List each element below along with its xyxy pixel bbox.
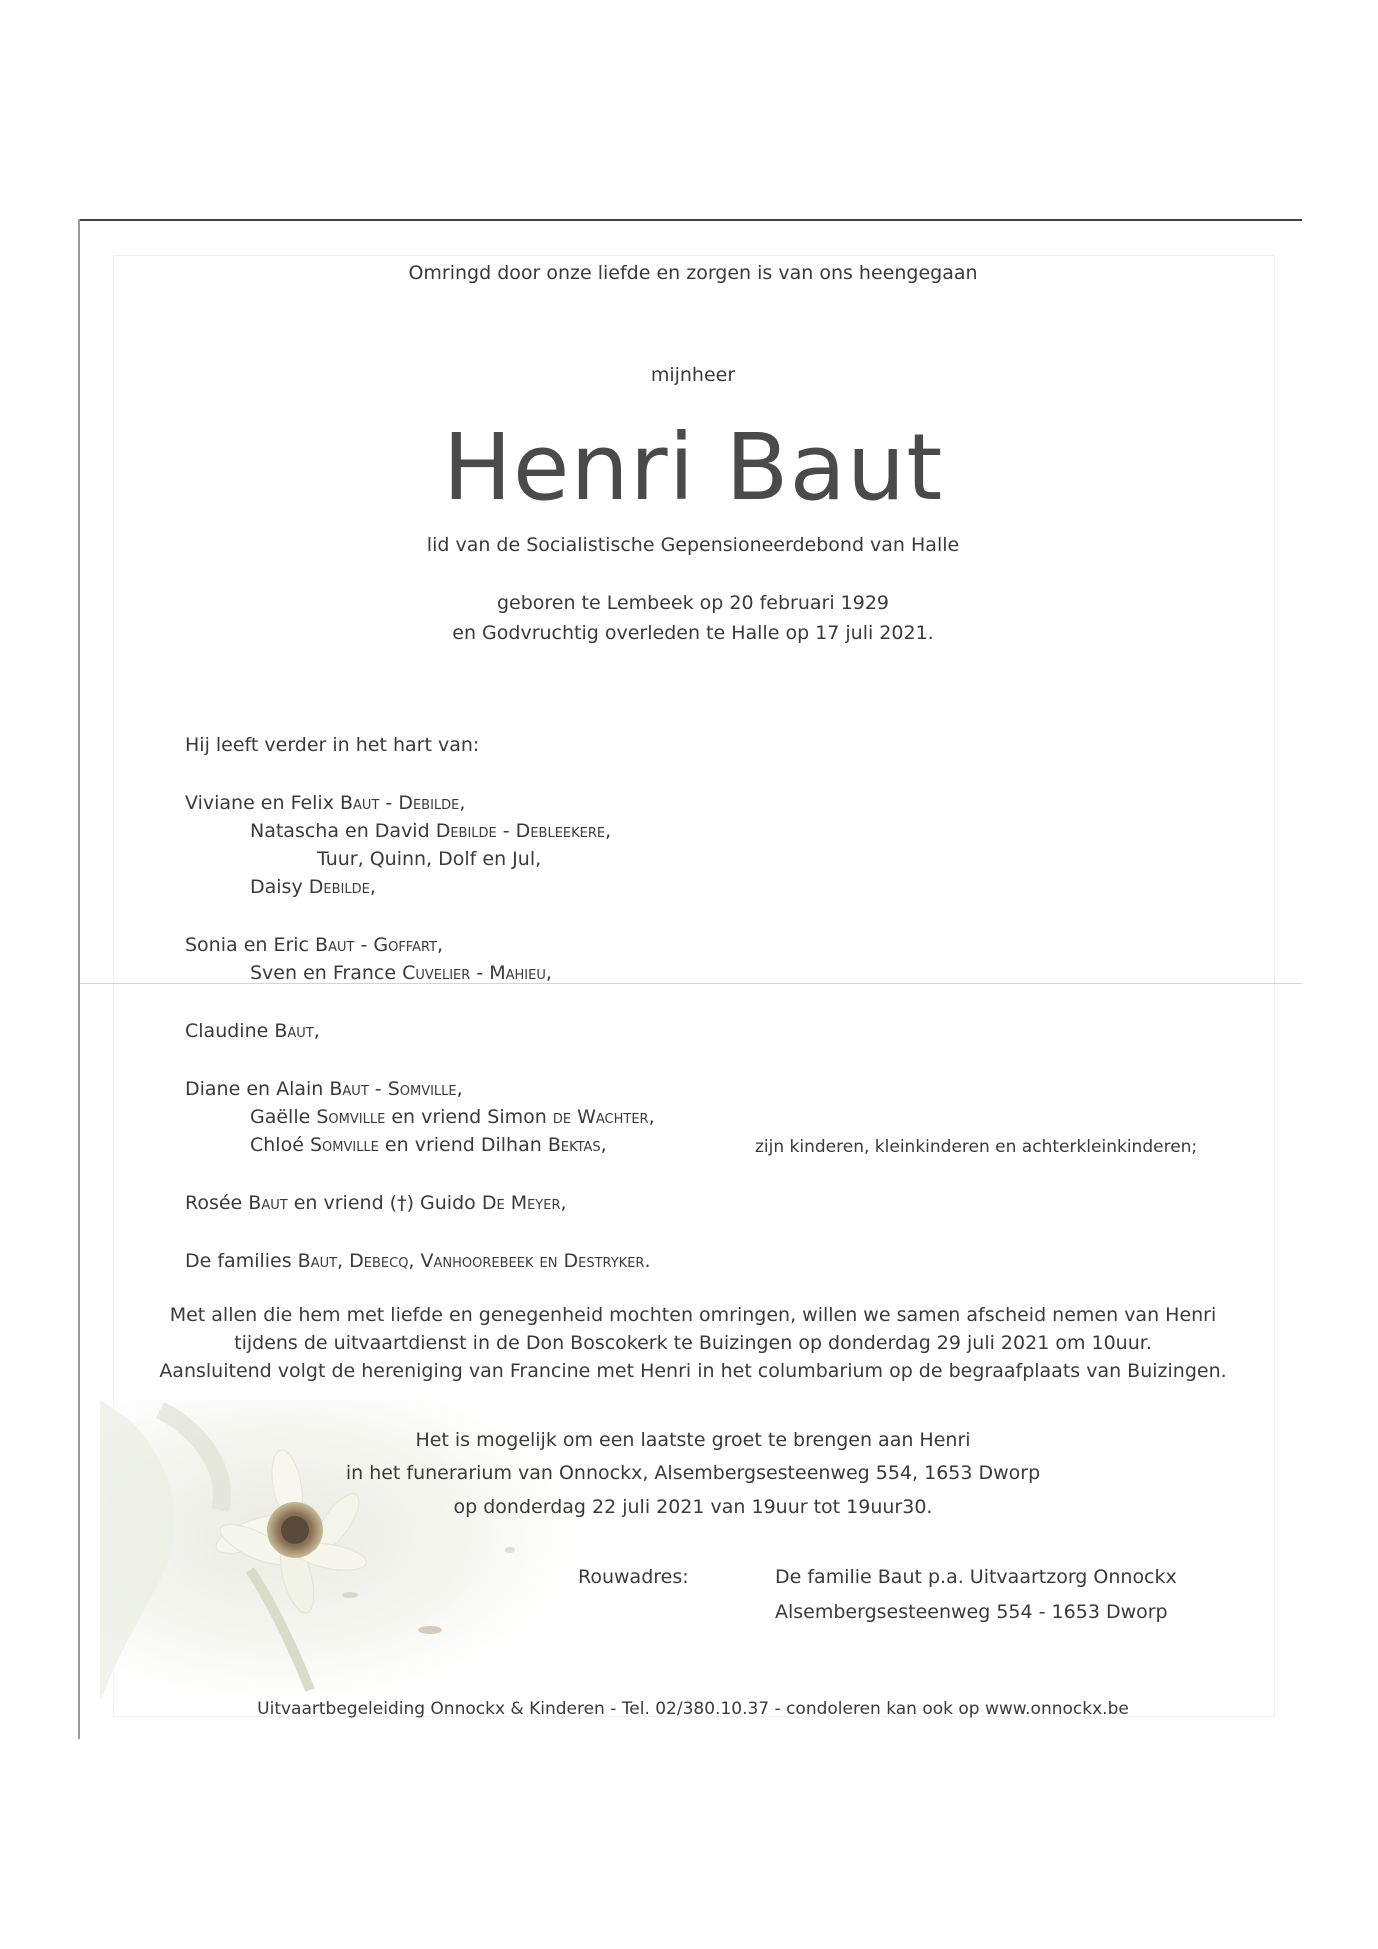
ceremony-line: tijdens de uitvaartdienst in de Don Boscokerk te Buizingen op donderdag 29 juli 2021 om 10uur. xyxy=(234,1332,1152,1354)
scan-border-left xyxy=(78,219,80,1739)
family-line: Natascha en David Debilde - Debleekere, xyxy=(250,820,612,842)
family-intro: Hij leeft verder in het hart van: xyxy=(185,734,480,756)
visit-line: Het is mogelijk om een laatste groet te brengen aan Henri xyxy=(415,1429,971,1451)
family-line: Viviane en Felix Baut - Debilde, xyxy=(185,792,466,814)
family-line: Rosée Baut en vriend (†) Guido De Meyer, xyxy=(185,1192,567,1214)
scan-border-top xyxy=(78,219,1302,221)
deceased-name: Henri Baut xyxy=(442,414,944,521)
title-prefix: mijnheer xyxy=(650,364,736,386)
family-line: Diane en Alain Baut - Somville, xyxy=(185,1078,463,1100)
family-line: Claudine Baut, xyxy=(185,1020,320,1042)
family-line: Daisy Debilde, xyxy=(250,876,376,898)
relation-text: zijn kinderen, kleinkinderen en achterkleinkinderen; xyxy=(755,1137,1198,1157)
visit-line: op donderdag 22 juli 2021 van 19uur tot 19uur30. xyxy=(453,1496,933,1518)
membership-text: lid van de Socialistische Gepensioneerdebond van Halle xyxy=(426,534,960,556)
visit-line: in het funerarium van Onnockx, Alsembergsesteenweg 554, 1653 Dworp xyxy=(345,1462,1041,1484)
address-line: Alsembergsesteenweg 554 - 1653 Dworp xyxy=(775,1601,1168,1623)
intro-text: Omringd door onze liefde en zorgen is van ons heengegaan xyxy=(408,262,978,284)
address-line: De familie Baut p.a. Uitvaartzorg Onnockx xyxy=(775,1566,1177,1588)
ceremony-line: Met allen die hem met liefde en genegenheid mochten omringen, willen we samen afscheid nemen van Henri xyxy=(169,1304,1217,1326)
address-label: Rouwadres: xyxy=(578,1566,689,1588)
death-text: en Godvruchtig overleden te Halle op 17 juli 2021. xyxy=(452,622,934,644)
family-line: Chloé Somville en vriend Dilhan Bektas, xyxy=(250,1134,607,1156)
birth-text: geboren te Lembeek op 20 februari 1929 xyxy=(496,592,890,614)
family-line: Sven en France Cuvelier - Mahieu, xyxy=(250,962,552,984)
footer-text: Uitvaartbegeleiding Onnockx & Kinderen - Tel. 02/380.10.37 - condoleren kan ook op www.onnockx.be xyxy=(257,1699,1129,1719)
family-line: Sonia en Eric Baut - Goffart, xyxy=(185,934,444,956)
family-line: Gaëlle Somville en vriend Simon de Wachter, xyxy=(250,1106,655,1128)
family-line: Tuur, Quinn, Dolf en Jul, xyxy=(317,848,542,870)
ceremony-line: Aansluitend volgt de hereniging van Francine met Henri in het columbarium op de begraafplaats van Buizingen. xyxy=(159,1360,1227,1382)
family-line: De families Baut, Debecq, Vanhoorebeek en Destryker. xyxy=(185,1250,651,1272)
